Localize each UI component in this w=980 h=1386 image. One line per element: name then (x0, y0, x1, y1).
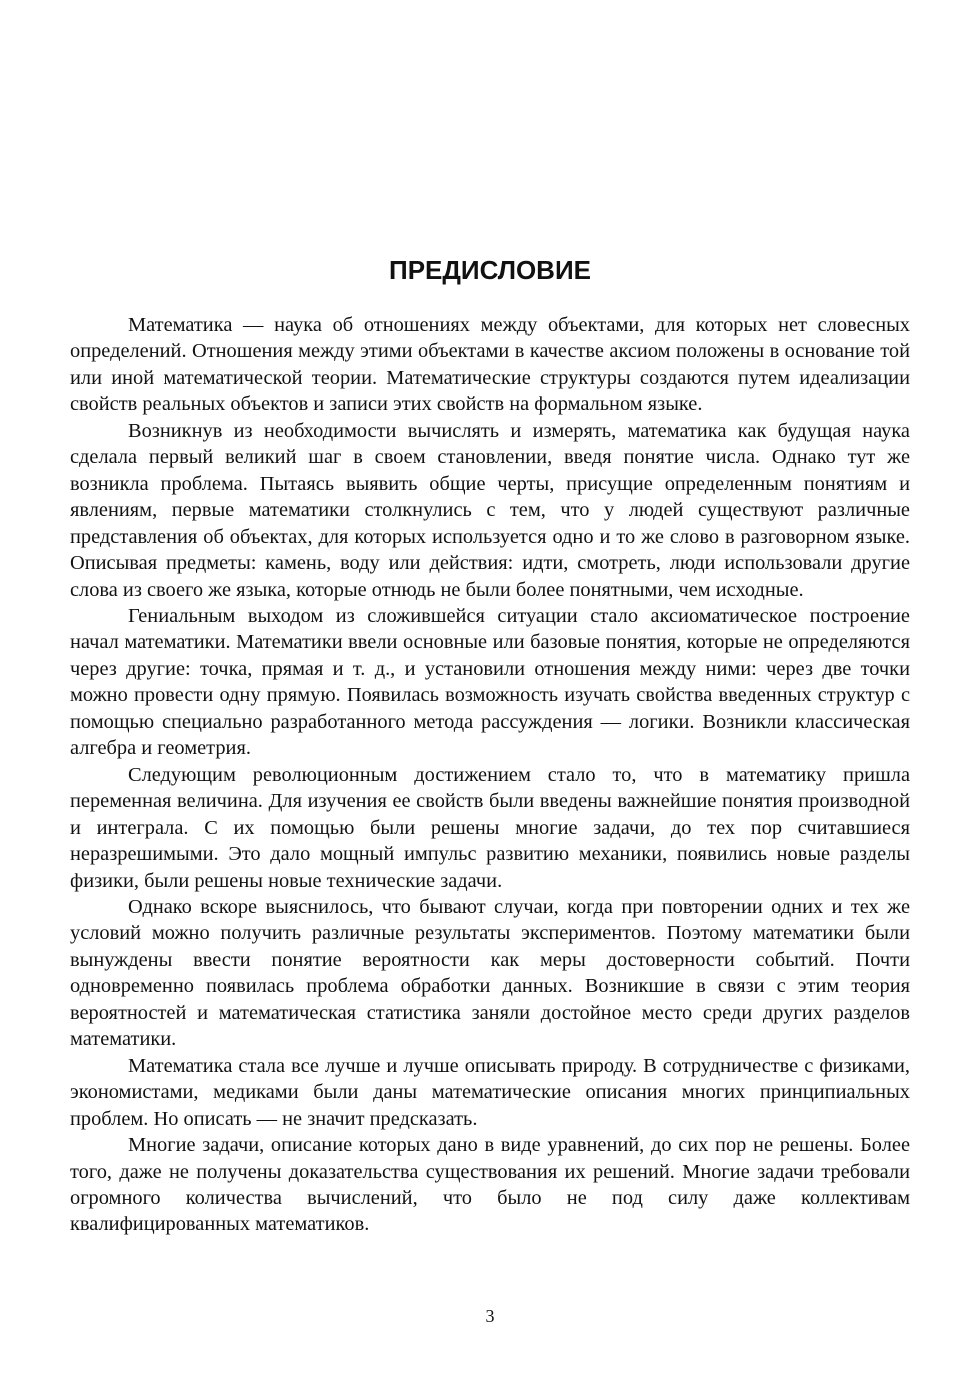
page-number: 3 (485, 1306, 495, 1326)
paragraph: Математика стала все лучше и лучше описывать природу. В сотрудничестве с физиками, экономистами, медиками были даны математические описания многих принципиальных проблем. Но описать — не значит предсказать. (70, 1054, 910, 1130)
paragraph: Следующим революционным достижением стало то, что в математику пришла переменная величина. Для изучения ее свойств были введены важнейшие понятия производной и интеграла. С их помощью были решены многие задачи, до тех пор считавшиеся неразрешимыми. Это дало мощный импульс развитию механики, появились новые разделы физики, были решены новые технические задачи. (70, 763, 910, 892)
paragraph: Многие задачи, описание которых дано в виде уравнений, до сих пор не решены. Более того, даже не получены доказательства существования их решений. Многие задачи требовали огромного количества вычислений, что было не под силу даже коллективам квалифицированных математиков. (70, 1134, 910, 1236)
paragraph: Однако вскоре выяснилось, что бывают случаи, когда при повторении одних и тех же условий можно получить различные результаты экспериментов. Поэтому математики были вынуждены ввести понятие вероятности как меры достоверности событий. Почти одновременно появилась проблема обработки данных. Возникшие в связи с этим теория вероятностей и математическая статистика заняли достойное место среди других разделов математики. (70, 895, 910, 1051)
paragraph: Возникнув из необходимости вычислять и измерять, математика как будущая наука сделала первый великий шаг в своем становлении, введя понятие числа. Однако тут же возникла проблема. Пытаясь выявить общие черты, присущие определенным понятиям и явлениям, первые математики столкнулись с тем, что у людей существуют различные представления об объектах, для которых используется одно и то же слово в разговорном языке. Описывая предметы: камень, воду или действия: идти, смотреть, люди использовали другие слова из своего же языка, которые отнюдь не были более понятными, чем исходные. (70, 419, 910, 601)
paragraph: Математика — наука об отношениях между объектами, для которых нет словесных определений. Отношения между этими объектами в качестве аксиом положены в основание той или иной математической теории. Математические структуры создаются путем идеализации свойств реальных объектов и записи этих свойств на формальном языке. (70, 314, 910, 416)
paragraph: Гениальным выходом из сложившейся ситуации стало аксиоматическое построение начал математики. Математики ввели основные или базовые понятия, которые не определяются через другие: точка, прямая и т. д., и установили отношения между ними: через две точки можно провести одну прямую. Появилась возможность изучать свойства введенных структур с помощью специально разработанного метода рассуждения — логики. Возникли классическая алгебра и геометрия. (70, 604, 910, 760)
body-text (70, 312, 910, 1238)
page-title: ПРЕДИСЛОВИЕ (389, 255, 591, 285)
